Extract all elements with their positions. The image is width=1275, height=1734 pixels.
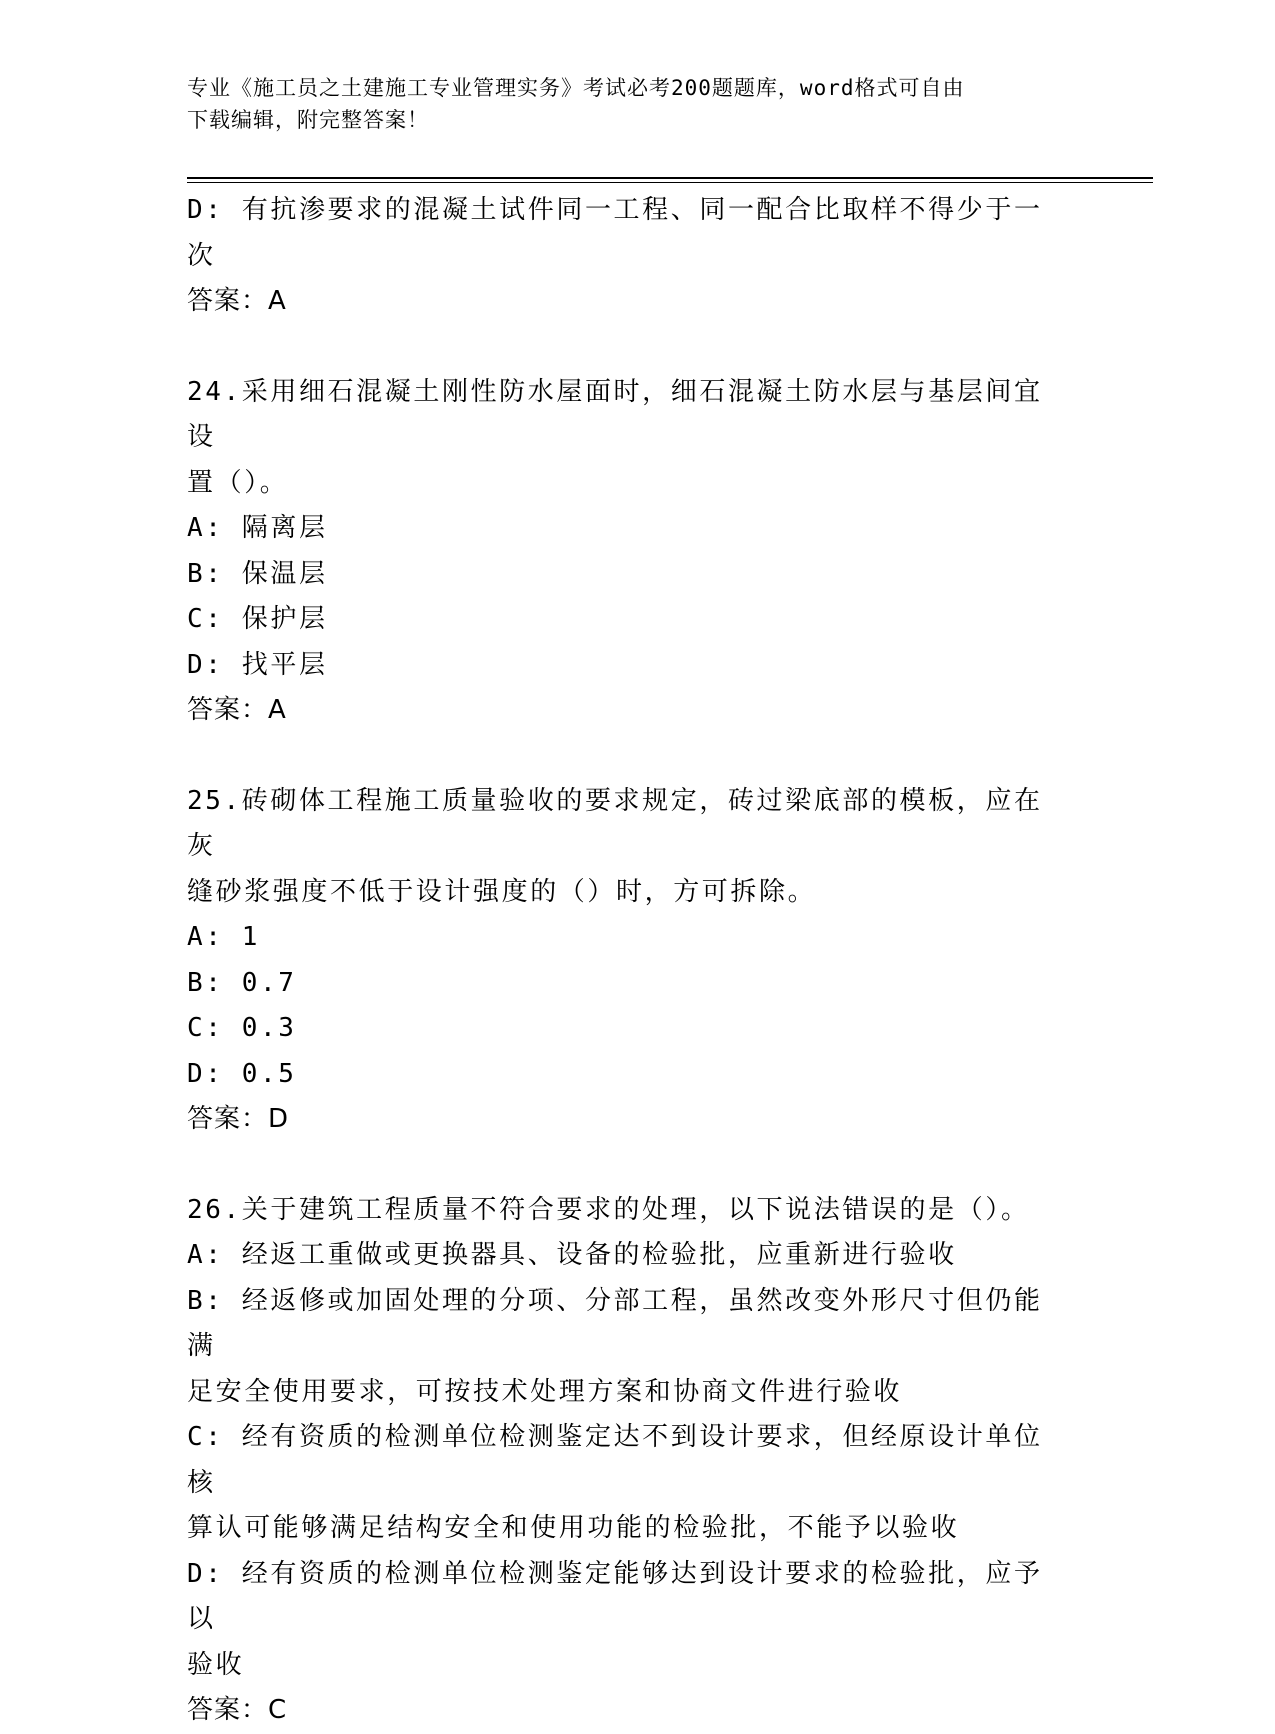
q23-option-d: D: 有抗渗要求的混凝土试件同一工程、同一配合比取样不得少于一次 (187, 195, 1043, 271)
q25-option-b: B: 0.7 (187, 967, 297, 998)
document-header (187, 72, 1067, 136)
header-line-1: 专业《施工员之土建施工专业管理实务》考试必考200题题库，word格式可自由 (187, 76, 965, 100)
q26-option-b-line-2: 足安全使用要求，可按技术处理方案和协商文件进行验收 (187, 1376, 903, 1407)
q25-option-a: A: 1 (187, 922, 261, 952)
q24-option-d: D: 找平层 (187, 649, 328, 680)
question-25 (187, 779, 1067, 1143)
q25-option-d: D: 0.5 (187, 1058, 297, 1089)
question-24 (187, 370, 1067, 734)
q26-option-c-line-1: C: 经有资质的检测单位检测鉴定达不到设计要求，但经原设计单位核 (187, 1422, 1043, 1498)
q24-stem-line-2: 置（）。 (187, 467, 289, 498)
question-23-tail (187, 188, 1067, 325)
q24-option-b: B: 保温层 (187, 558, 328, 589)
question-26 (187, 1188, 1067, 1734)
q26-stem-line-1: 26.关于建筑工程质量不符合要求的处理，以下说法错误的是（）。 (187, 1194, 1030, 1225)
header-divider-thin (187, 182, 1153, 183)
question-list (187, 188, 1067, 1734)
q24-stem-line-1: 24.采用细石混凝土刚性防水屋面时，细石混凝土防水层与基层间宜设 (187, 376, 1043, 452)
q24-option-a: A: 隔离层 (187, 513, 328, 543)
q26-answer: 答案：C (187, 1695, 288, 1725)
header-line-2: 下载编辑，附完整答案！ (187, 108, 429, 132)
q26-option-d-line-2: 验收 (187, 1649, 245, 1680)
header-divider-thick (187, 177, 1153, 179)
q25-stem-line-1: 25.砖砌体工程施工质量验收的要求规定，砖过梁底部的模板，应在灰 (187, 785, 1043, 861)
q26-option-a: A: 经返工重做或更换器具、设备的检验批，应重新进行验收 (187, 1240, 957, 1270)
q26-option-b-line-1: B: 经返修或加固处理的分项、分部工程，虽然改变外形尺寸但仍能满 (187, 1285, 1043, 1361)
q25-answer: 答案：D (187, 1104, 290, 1134)
q24-option-c: C: 保护层 (187, 604, 328, 634)
q25-option-c: C: 0.3 (187, 1013, 297, 1043)
q26-option-c-line-2: 算认可能够满足结构安全和使用功能的检验批，不能予以验收 (187, 1513, 960, 1543)
q24-answer: 答案：A (187, 695, 287, 725)
q25-stem-line-2: 缝砂浆强度不低于设计强度的（）时，方可拆除。 (187, 876, 817, 907)
q26-option-d-line-1: D: 经有资质的检测单位检测鉴定能够达到设计要求的检验批，应予以 (187, 1558, 1043, 1634)
q23-answer: 答案：A (187, 286, 287, 316)
